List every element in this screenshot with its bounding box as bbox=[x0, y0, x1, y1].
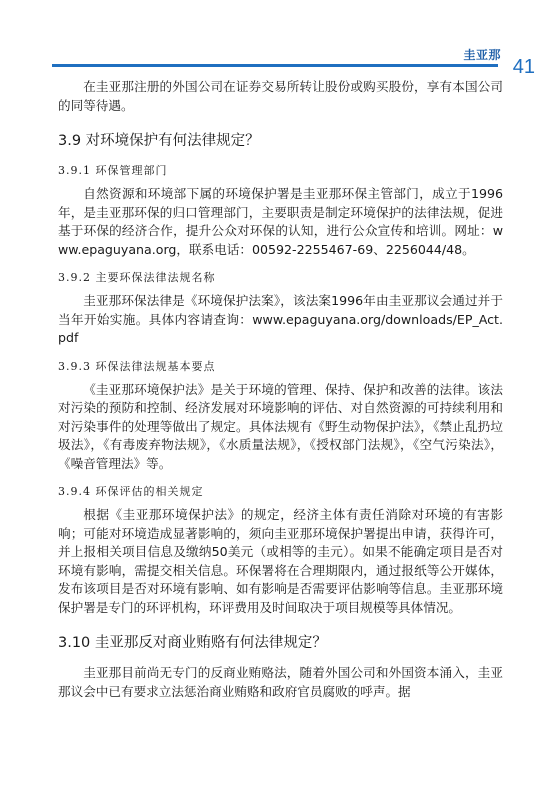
subsection-heading-3-9-2: 3.9.2 主要环保法律法规名称 bbox=[58, 271, 216, 284]
paragraph-3-9-4: 根据《圭亚那环境保护法》的规定，经济主体有责任消除对环境的有害影响；可能对环境造成显著影响的，须向圭亚那环境保护署提出申请，获得许可，并上报相关项目信息及缴纳50美元（或相等的圭元）。如果不能确定项目是否对环境有影响，需提交相关信息。环保署将在合理期限内，通过报纸等公开媒体，发布该项目是否对环境有影响、如有影响是否需要评估影响等信息。圭亚那环境保护署是专门的环评机构，环评费用及时间取决于项目规模等具体情况。 bbox=[58, 507, 503, 615]
subsection-heading-3-9-1: 3.9.1 环保管理部门 bbox=[58, 164, 168, 177]
header-rule bbox=[52, 64, 498, 67]
page-content bbox=[58, 78, 503, 701]
page-number: 41 bbox=[512, 56, 535, 78]
subsection-heading-3-9-3: 3.9.3 环保法律法规基本要点 bbox=[58, 359, 216, 373]
running-header-label: 圭亚那 bbox=[463, 48, 501, 62]
paragraph-3-9-2: 圭亚那环保法律是《环境保护法案》，该法案1996年由圭亚那议会通过并于当年开始实施。具体内容请查询：www.epaguyana.org/downloads/EP_Act.pdf bbox=[58, 293, 503, 345]
paragraph-3-9-1: 自然资源和环境部下属的环境保护署是圭亚那环保主管部门，成立于1996年，是圭亚那环保的归口管理部门，主要职责是制定环境保护的法律法规，促进基于环保的经济合作，提升公众对环保的认知，进行公众宣传和培训。网址：www.epaguyana.org，联系电话：00592-2255467-69、2256044/48。 bbox=[58, 186, 503, 257]
paragraph-intro: 在圭亚那注册的外国公司在证券交易所转让股份或购买股份，享有本国公司的同等待遇。 bbox=[58, 79, 503, 113]
section-heading-3-10: 3.10 圭亚那反对商业贿赂有何法律规定？ bbox=[58, 635, 327, 651]
subsection-heading-3-9-4: 3.9.4 环保评估的相关规定 bbox=[58, 485, 204, 498]
paragraph-3-10: 圭亚那目前尚无专门的反商业贿赂法，随着外国公司和外国资本涌入，圭亚那议会中已有要求立法惩治商业贿赂和政府官员腐败的呼声。据 bbox=[58, 665, 503, 699]
paragraph-3-9-3: 《圭亚那环境保护法》是关于环境的管理、保持、保护和改善的法律。该法对污染的预防和控制、经济发展对环境影响的评估、对自然资源的可持续利用和对污染事件的处理等做出了规定。具体法规有《野生动物保护法》，《禁止乱扔垃圾法》，《有毒废弃物法规》，《水质量法规》，《授权部门法规》，《空气污染法》，《噪音管理法》等。 bbox=[58, 381, 503, 471]
section-heading-3-9: 3.9 对环境保护有何法律规定？ bbox=[58, 133, 260, 149]
